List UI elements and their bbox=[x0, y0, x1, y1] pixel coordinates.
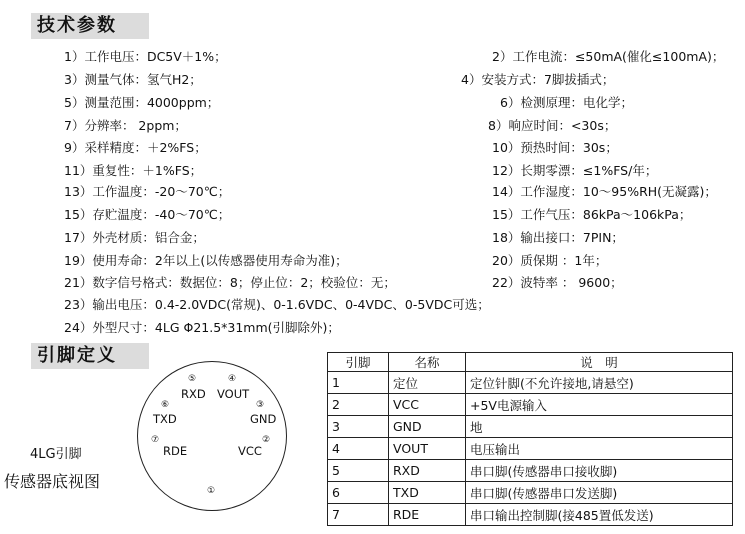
pin-number: ② bbox=[262, 435, 271, 445]
spec-item: 21）数字信号格式：数据位：8；停止位：2；校验位：无； bbox=[64, 275, 396, 290]
spec-item: 20）质保期 ：1年； bbox=[492, 253, 608, 268]
col-header-name: 名称 bbox=[389, 353, 466, 372]
description-cell: +5V电源输入 bbox=[466, 394, 733, 416]
pin-number: ⑤ bbox=[188, 374, 197, 384]
spec-item: 11）重复性：＋1%FS； bbox=[64, 163, 203, 178]
spec-item: 19）使用寿命：2年以上(以传感器使用寿命为准)； bbox=[64, 253, 348, 268]
spec-item: 13）工作温度：-20～70℃； bbox=[64, 184, 231, 199]
spec-item: 22）波特率 ： 9600； bbox=[492, 275, 623, 290]
table-row bbox=[328, 372, 733, 394]
name-cell: GND bbox=[389, 416, 466, 438]
description-cell: 串口脚(传感器串口发送脚) bbox=[466, 482, 733, 504]
diagram-caption-bottom-view: 传感器底视图 bbox=[4, 472, 101, 491]
table-row bbox=[328, 460, 733, 482]
name-cell: 定位 bbox=[389, 372, 466, 394]
pin-number: ⑦ bbox=[151, 435, 160, 445]
spec-item: 7）分辨率： 2ppm； bbox=[64, 118, 187, 133]
description-cell: 串口输出控制脚(接485置低发送) bbox=[466, 504, 733, 526]
pin-label: GND bbox=[250, 412, 277, 426]
table-row bbox=[328, 394, 733, 416]
spec-item: 23）输出电压：0.4-2.0VDC(常规)、0-1.6VDC、0-4VDC、0-5VDC可选； bbox=[64, 297, 490, 312]
spec-item: 6）检测原理：电化学； bbox=[500, 95, 633, 110]
description-cell: 定位针脚(不允许接地,请悬空) bbox=[466, 372, 733, 394]
pin-number: ③ bbox=[256, 400, 265, 410]
pin-label: TXD bbox=[153, 412, 177, 426]
spec-item: 3）测量气体：氢气H2； bbox=[64, 72, 202, 87]
pin-cell: 6 bbox=[328, 482, 389, 504]
pin-cell: 7 bbox=[328, 504, 389, 526]
pin-cell: 1 bbox=[328, 372, 389, 394]
pin-label: VCC bbox=[238, 444, 262, 458]
pin-label: RDE bbox=[163, 444, 188, 458]
col-header-pin: 引脚 bbox=[328, 353, 389, 372]
diagram-caption-pins: 4LG引脚 bbox=[30, 447, 82, 462]
table-row bbox=[328, 482, 733, 504]
spec-item: 5）测量范围：4000ppm； bbox=[64, 95, 220, 110]
table-row bbox=[328, 438, 733, 460]
spec-item: 9）采样精度：＋2%FS； bbox=[64, 140, 207, 155]
pins-section-title: 引脚定义 bbox=[31, 343, 149, 369]
name-cell: RXD bbox=[389, 460, 466, 482]
spec-item: 17）外壳材质：铝合金； bbox=[64, 230, 205, 245]
table-row bbox=[328, 504, 733, 526]
description-cell: 串口脚(传感器串口接收脚) bbox=[466, 460, 733, 482]
spec-item: 12）长期零漂：≤1%FS/年； bbox=[492, 163, 658, 178]
spec-item: 15）工作气压：86kPa～106kPa； bbox=[492, 207, 692, 222]
spec-item: 8）响应时间：<30s； bbox=[488, 118, 617, 133]
description-cell: 地 bbox=[466, 416, 733, 438]
spec-item: 24）外型尺寸：4LG Φ21.5*31mm(引脚除外)； bbox=[64, 320, 340, 335]
spec-item: 4）安装方式：7脚拔插式； bbox=[461, 72, 615, 87]
pin-number: ① bbox=[207, 486, 216, 496]
pin-cell: 4 bbox=[328, 438, 389, 460]
specs-section-title: 技术参数 bbox=[31, 13, 149, 39]
col-header-description: 说 明 bbox=[466, 353, 733, 372]
pin-cell: 2 bbox=[328, 394, 389, 416]
name-cell: VOUT bbox=[389, 438, 466, 460]
description-cell: 电压输出 bbox=[466, 438, 733, 460]
spec-item: 14）工作湿度：10～95%RH(无凝露)； bbox=[492, 184, 717, 199]
spec-item: 15）存贮温度：-40～70℃； bbox=[64, 207, 231, 222]
spec-item: 10）预热时间：30s； bbox=[492, 140, 618, 155]
pin-label: VOUT bbox=[217, 387, 250, 401]
pin-label: RXD bbox=[181, 387, 206, 401]
table-header-row bbox=[328, 353, 733, 372]
pin-definition-table bbox=[327, 352, 733, 526]
spec-item: 1）工作电压：DC5V＋1%； bbox=[64, 49, 227, 64]
spec-item: 2）工作电流：≤50mA(催化≤100mA)； bbox=[492, 49, 725, 64]
name-cell: RDE bbox=[389, 504, 466, 526]
pin-cell: 5 bbox=[328, 460, 389, 482]
pin-number: ④ bbox=[228, 374, 237, 384]
spec-item: 18）输出接口：7PIN； bbox=[492, 230, 624, 245]
pin-cell: 3 bbox=[328, 416, 389, 438]
table-row bbox=[328, 416, 733, 438]
name-cell: TXD bbox=[389, 482, 466, 504]
pin-number: ⑥ bbox=[161, 400, 170, 410]
name-cell: VCC bbox=[389, 394, 466, 416]
